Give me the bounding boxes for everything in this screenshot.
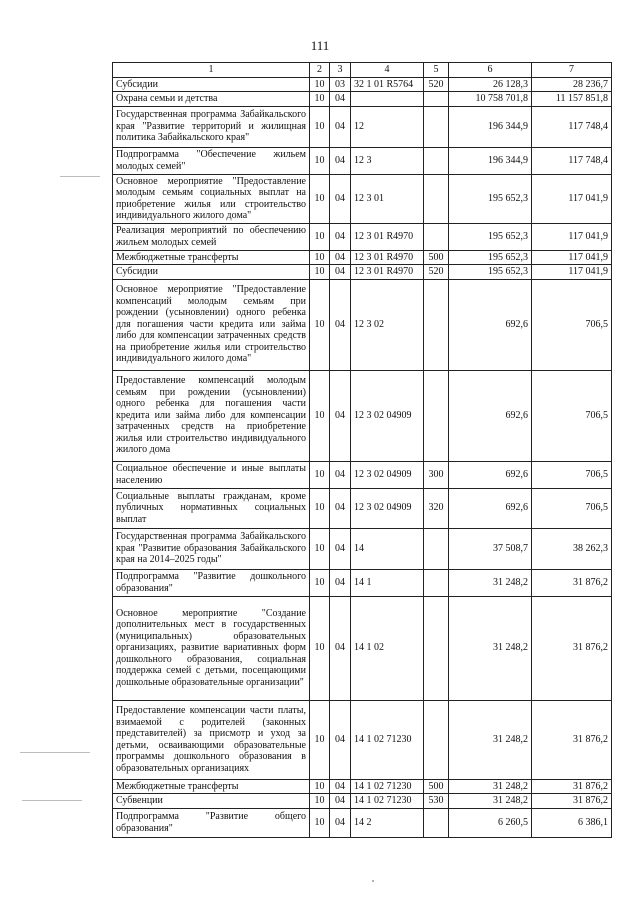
cell-target-article: 12 3 01 R4970	[351, 265, 424, 280]
cell-expense-type: 500	[424, 779, 449, 794]
table-row	[113, 596, 612, 700]
cell-name: Основное мероприятие "Предоставление молодым семьям социальных выплат на приобретение жилья или строительство индивидуального жилого дома"	[113, 174, 310, 223]
cell-section: 10	[310, 700, 330, 779]
header-cell: 4	[351, 63, 424, 78]
cell-subsection: 04	[330, 794, 351, 809]
cell-target-article: 12	[351, 106, 424, 147]
cell-section: 10	[310, 370, 330, 461]
cell-expense-type	[424, 92, 449, 107]
cell-amount-year1: 26 128,3	[449, 77, 532, 92]
cell-target-article: 14	[351, 528, 424, 569]
cell-amount-year1: 195 652,3	[449, 250, 532, 265]
table-row	[113, 370, 612, 461]
cell-subsection: 04	[330, 488, 351, 528]
cell-amount-year1: 195 652,3	[449, 223, 532, 250]
cell-target-article: 14 1 02 71230	[351, 794, 424, 809]
cell-target-article: 32 1 01 R5764	[351, 77, 424, 92]
cell-amount-year1: 195 652,3	[449, 174, 532, 223]
cell-expense-type	[424, 279, 449, 370]
cell-name: Подпрограмма "Обеспечение жильем молодых семей"	[113, 147, 310, 174]
cell-section: 10	[310, 528, 330, 569]
cell-amount-year1: 196 344,9	[449, 106, 532, 147]
cell-expense-type: 320	[424, 488, 449, 528]
cell-subsection: 04	[330, 370, 351, 461]
cell-section: 10	[310, 461, 330, 488]
cell-target-article: 12 3	[351, 147, 424, 174]
cell-amount-year2: 31 876,2	[532, 794, 612, 809]
cell-name: Субвенции	[113, 794, 310, 809]
table-row	[113, 779, 612, 794]
cell-section: 10	[310, 265, 330, 280]
cell-subsection: 04	[330, 279, 351, 370]
table-body	[113, 77, 612, 837]
cell-amount-year2: 31 876,2	[532, 700, 612, 779]
cell-target-article: 12 3 02 04909	[351, 370, 424, 461]
budget-table	[112, 62, 612, 838]
table-row	[113, 147, 612, 174]
cell-name: Подпрограмма "Развитие общего образования"	[113, 808, 310, 837]
cell-amount-year2: 38 262,3	[532, 528, 612, 569]
cell-subsection: 04	[330, 92, 351, 107]
cell-section: 10	[310, 147, 330, 174]
cell-target-article: 14 1	[351, 569, 424, 596]
cell-expense-type	[424, 569, 449, 596]
cell-section: 10	[310, 92, 330, 107]
cell-amount-year1: 692,6	[449, 279, 532, 370]
scan-artifact	[20, 752, 90, 753]
cell-subsection: 03	[330, 77, 351, 92]
cell-amount-year1: 37 508,7	[449, 528, 532, 569]
table-row	[113, 569, 612, 596]
cell-expense-type	[424, 808, 449, 837]
cell-target-article	[351, 92, 424, 107]
cell-name: Субсидии	[113, 77, 310, 92]
cell-subsection: 04	[330, 779, 351, 794]
cell-target-article: 14 1 02 71230	[351, 779, 424, 794]
cell-name: Предоставление компенсаций молодым семьям при рождении (усыновлении) одного ребенка для погашения части кредита или займа либо для компенсации затраченных средств на приобретение жилья или строительство индивидуального жилого дома	[113, 370, 310, 461]
cell-section: 10	[310, 223, 330, 250]
cell-name: Социальное обеспечение и иные выплаты населению	[113, 461, 310, 488]
cell-amount-year2: 6 386,1	[532, 808, 612, 837]
cell-name: Межбюджетные трансферты	[113, 250, 310, 265]
cell-amount-year1: 31 248,2	[449, 569, 532, 596]
cell-subsection: 04	[330, 596, 351, 700]
cell-amount-year1: 692,6	[449, 370, 532, 461]
cell-expense-type	[424, 700, 449, 779]
cell-subsection: 04	[330, 223, 351, 250]
table-row	[113, 794, 612, 809]
cell-section: 10	[310, 174, 330, 223]
scan-artifact	[60, 176, 100, 177]
cell-expense-type	[424, 147, 449, 174]
cell-subsection: 04	[330, 700, 351, 779]
table-row	[113, 808, 612, 837]
cell-amount-year2: 117 041,9	[532, 223, 612, 250]
cell-expense-type	[424, 174, 449, 223]
cell-amount-year2: 117 041,9	[532, 174, 612, 223]
cell-amount-year1: 692,6	[449, 461, 532, 488]
cell-name: Предоставление компенсации части платы, взимаемой с родителей (законных представителей) за присмотр и уход за детьми, осваивающими образовательные программы дошкольного образования в образовательных организациях	[113, 700, 310, 779]
table-row	[113, 174, 612, 223]
cell-amount-year1: 195 652,3	[449, 265, 532, 280]
table-row	[113, 488, 612, 528]
header-cell: 1	[113, 63, 310, 78]
header-cell: 3	[330, 63, 351, 78]
cell-expense-type	[424, 596, 449, 700]
cell-name: Государственная программа Забайкальского края "Развитие образования Забайкальского края на 2014–2025 годы"	[113, 528, 310, 569]
cell-name: Основное мероприятие "Предоставление компенсаций молодым семьям при рождении (усыновлении) одного ребенка для погашения части кредита или займа либо для компенсации затраченных средств на приобретение жилья или строительство индивидуального жилого дома"	[113, 279, 310, 370]
table-header	[113, 63, 612, 78]
cell-subsection: 04	[330, 569, 351, 596]
cell-expense-type: 530	[424, 794, 449, 809]
cell-amount-year2: 117 041,9	[532, 265, 612, 280]
cell-expense-type: 520	[424, 265, 449, 280]
cell-expense-type	[424, 370, 449, 461]
cell-expense-type: 500	[424, 250, 449, 265]
cell-subsection: 04	[330, 528, 351, 569]
cell-amount-year2: 117 748,4	[532, 147, 612, 174]
header-cell: 7	[532, 63, 612, 78]
cell-target-article: 14 1 02	[351, 596, 424, 700]
header-row	[113, 63, 612, 78]
table-row	[113, 279, 612, 370]
cell-target-article: 12 3 01 R4970	[351, 250, 424, 265]
cell-expense-type: 520	[424, 77, 449, 92]
cell-amount-year2: 117 041,9	[532, 250, 612, 265]
cell-name: Охрана семьи и детства	[113, 92, 310, 107]
cell-amount-year2: 31 876,2	[532, 779, 612, 794]
scan-artifact	[372, 880, 374, 882]
cell-amount-year2: 31 876,2	[532, 569, 612, 596]
table-row	[113, 223, 612, 250]
cell-amount-year1: 6 260,5	[449, 808, 532, 837]
cell-amount-year1: 196 344,9	[449, 147, 532, 174]
cell-target-article: 12 3 02	[351, 279, 424, 370]
cell-section: 10	[310, 106, 330, 147]
cell-section: 10	[310, 279, 330, 370]
cell-amount-year2: 11 157 851,8	[532, 92, 612, 107]
cell-name: Реализация мероприятий по обеспечению жильем молодых семей	[113, 223, 310, 250]
cell-target-article: 14 1 02 71230	[351, 700, 424, 779]
cell-subsection: 04	[330, 250, 351, 265]
cell-subsection: 04	[330, 265, 351, 280]
cell-subsection: 04	[330, 808, 351, 837]
cell-expense-type	[424, 528, 449, 569]
table-row	[113, 250, 612, 265]
cell-name: Межбюджетные трансферты	[113, 779, 310, 794]
scan-artifact	[22, 800, 82, 801]
cell-subsection: 04	[330, 174, 351, 223]
table-row	[113, 92, 612, 107]
cell-amount-year1: 692,6	[449, 488, 532, 528]
cell-amount-year2: 117 748,4	[532, 106, 612, 147]
cell-section: 10	[310, 808, 330, 837]
cell-expense-type: 300	[424, 461, 449, 488]
table-row	[113, 77, 612, 92]
cell-amount-year2: 706,5	[532, 370, 612, 461]
table-row	[113, 265, 612, 280]
cell-target-article: 12 3 01	[351, 174, 424, 223]
cell-amount-year1: 10 758 701,8	[449, 92, 532, 107]
table-row	[113, 461, 612, 488]
cell-expense-type	[424, 106, 449, 147]
cell-amount-year2: 706,5	[532, 461, 612, 488]
cell-name: Основное мероприятие "Создание дополнительных мест в государственных (муниципальных) образовательных организациях, развитие вариативных форм дошкольного образования, социальная поддержка семей с детьми, посещающими дошкольные образовательные организации"	[113, 596, 310, 700]
cell-name: Государственная программа Забайкальского края "Развитие территорий и жилищная политика Забайкальского края"	[113, 106, 310, 147]
cell-amount-year1: 31 248,2	[449, 596, 532, 700]
cell-name: Социальные выплаты гражданам, кроме публичных нормативных социальных выплат	[113, 488, 310, 528]
cell-section: 10	[310, 77, 330, 92]
cell-section: 10	[310, 250, 330, 265]
cell-name: Подпрограмма "Развитие дошкольного образования"	[113, 569, 310, 596]
header-cell: 6	[449, 63, 532, 78]
cell-amount-year2: 706,5	[532, 279, 612, 370]
header-cell: 5	[424, 63, 449, 78]
cell-amount-year1: 31 248,2	[449, 794, 532, 809]
table-row	[113, 106, 612, 147]
table-row	[113, 528, 612, 569]
cell-section: 10	[310, 488, 330, 528]
cell-target-article: 12 3 02 04909	[351, 461, 424, 488]
cell-section: 10	[310, 596, 330, 700]
header-cell: 2	[310, 63, 330, 78]
cell-amount-year1: 31 248,2	[449, 779, 532, 794]
cell-amount-year2: 31 876,2	[532, 596, 612, 700]
cell-amount-year2: 706,5	[532, 488, 612, 528]
cell-target-article: 14 2	[351, 808, 424, 837]
cell-target-article: 12 3 02 04909	[351, 488, 424, 528]
table-row	[113, 700, 612, 779]
cell-section: 10	[310, 794, 330, 809]
cell-target-article: 12 3 01 R4970	[351, 223, 424, 250]
cell-subsection: 04	[330, 147, 351, 174]
cell-expense-type	[424, 223, 449, 250]
cell-name: Субсидии	[113, 265, 310, 280]
cell-subsection: 04	[330, 106, 351, 147]
cell-subsection: 04	[330, 461, 351, 488]
cell-section: 10	[310, 779, 330, 794]
cell-amount-year2: 28 236,7	[532, 77, 612, 92]
cell-amount-year1: 31 248,2	[449, 700, 532, 779]
page-number: 111	[310, 38, 330, 53]
cell-section: 10	[310, 569, 330, 596]
